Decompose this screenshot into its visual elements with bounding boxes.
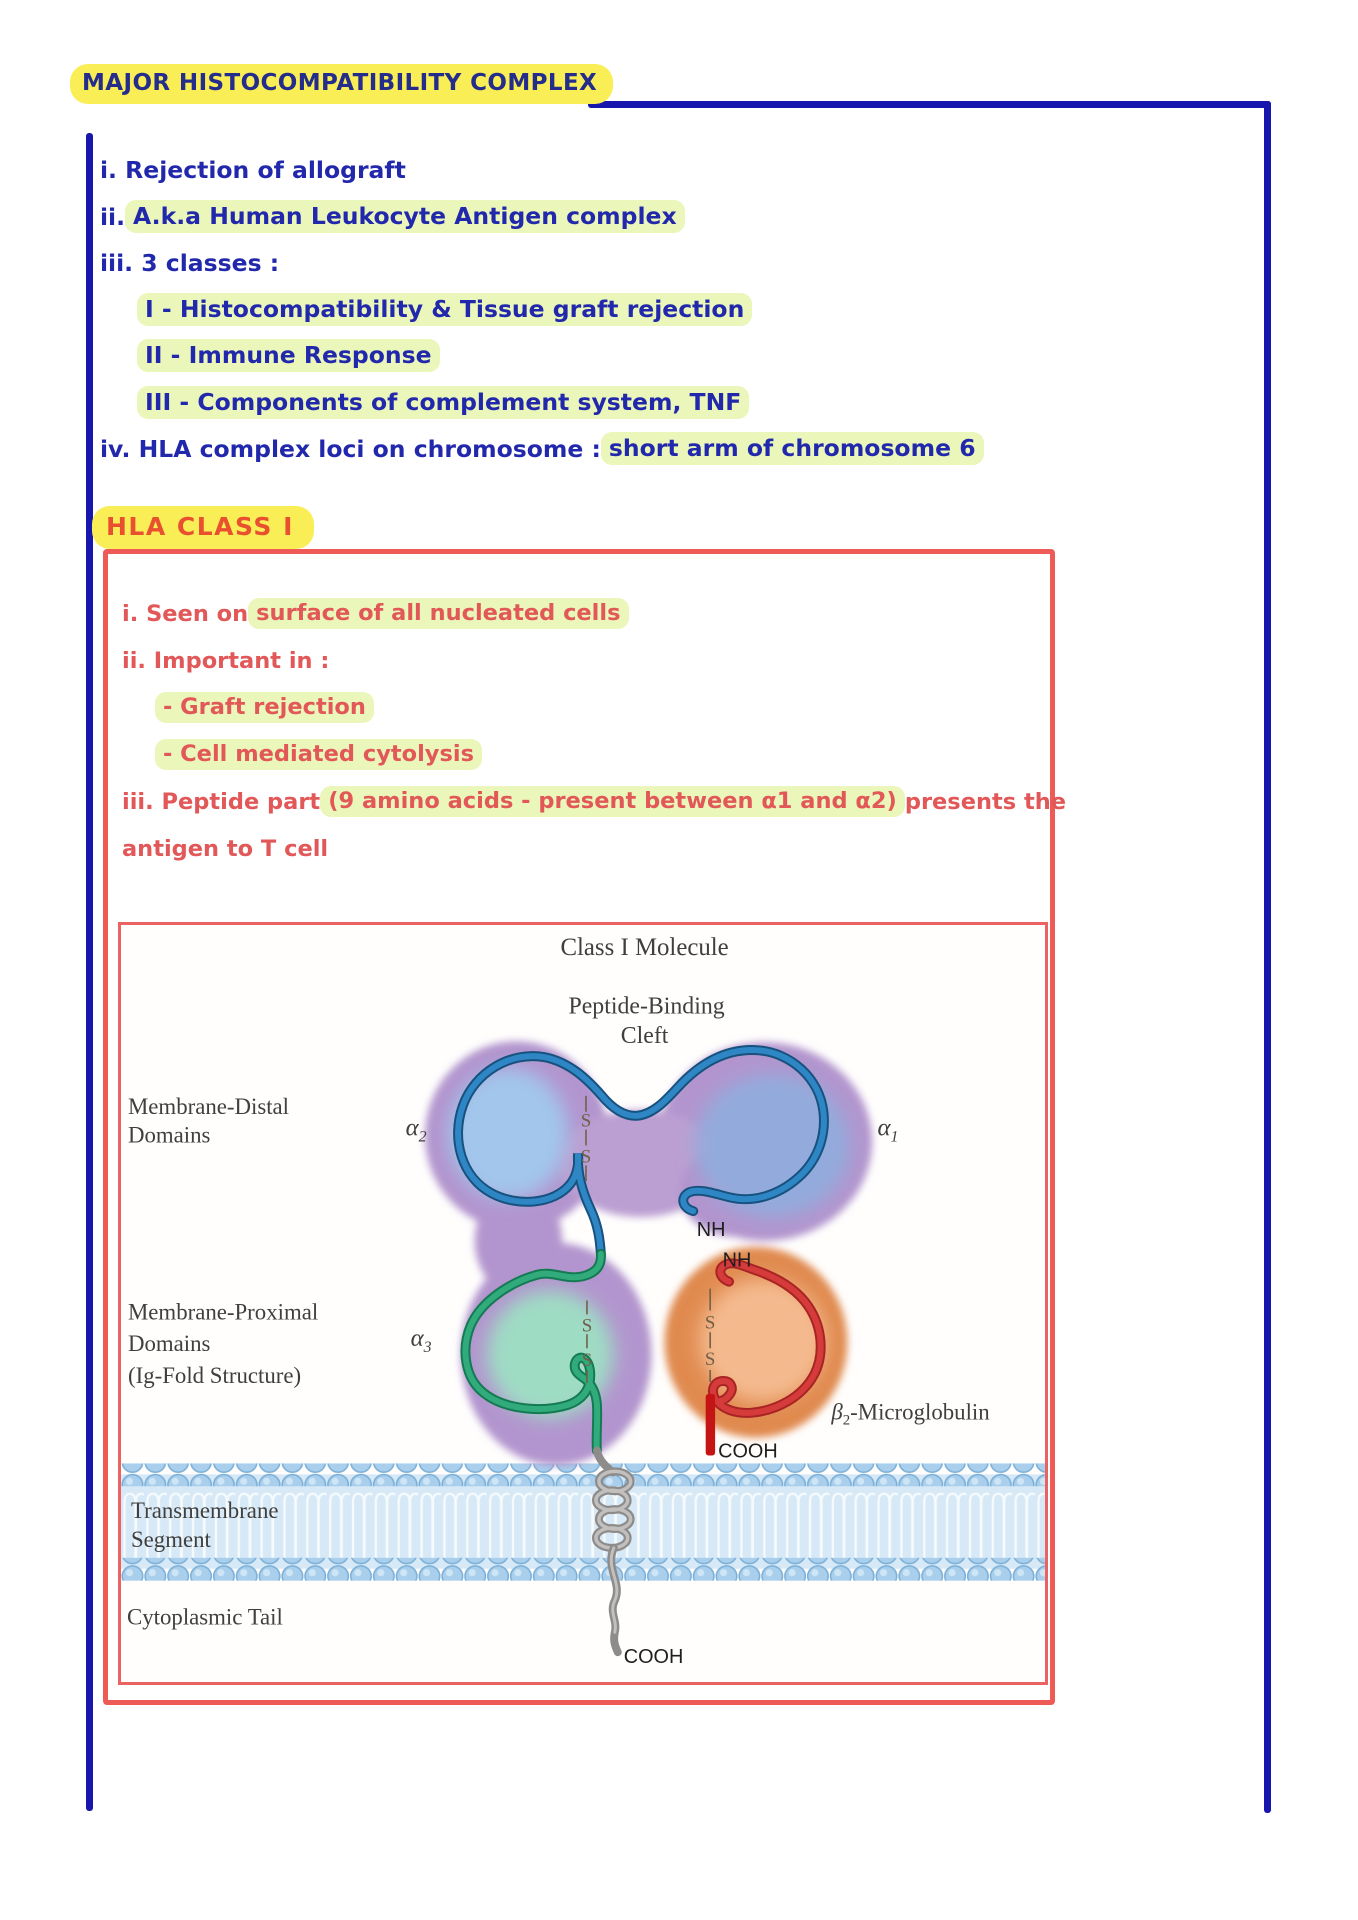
beta2m-cooh-tail (706, 1394, 715, 1456)
note-important-in: ii. Important in : (122, 647, 330, 674)
peptide-binding-label: Peptide-Binding (568, 993, 725, 1020)
note-peptide-part: iii. Peptide part (9 amino acids - present between α1 and α2) presents the (122, 778, 1066, 825)
membrane-proximal-label-line1: Membrane-Proximal (128, 1299, 319, 1325)
diagram-title: Class I Molecule (560, 933, 729, 961)
cooh-label-beta2m: COOH (718, 1440, 778, 1463)
highlighted-text: II - Immune Response (137, 339, 440, 372)
highlighted-text: A.k.a Human Leukocyte Antigen complex (125, 200, 685, 233)
frame-left-border (86, 133, 93, 1811)
alpha1-label: $\alpha_1$ (877, 1114, 899, 1146)
note-class1 (137, 286, 984, 332)
lipid-heads-top (121, 1463, 1045, 1486)
class1-molecule-diagram (118, 922, 1048, 1685)
cleft-label: Cleft (620, 1023, 669, 1050)
nh-label-alpha-chain: NH (696, 1218, 726, 1241)
note-chromosome-loci: iv. HLA complex loci on chromosome : short arm of chromosome 6 (100, 425, 984, 471)
hla-class1-heading (92, 512, 314, 541)
membrane-distal-label-line2: Domains (128, 1122, 211, 1148)
note-aka-hla: ii. A.k.a Human Leukocyte Antigen complex (100, 193, 984, 239)
page-title (70, 70, 613, 96)
membrane-proximal-label-line2: Domains (128, 1331, 211, 1357)
lipid-heads-bottom (121, 1558, 1045, 1581)
s-label: S (704, 1349, 716, 1371)
alpha3-label: $\alpha_3$ (410, 1325, 432, 1357)
s-label: S (581, 1350, 593, 1372)
beta2-microglobulin-label: $\beta_2$-Microglobulin (831, 1399, 990, 1429)
mhc-notes-list (100, 147, 984, 472)
transmembrane-label-line1: Transmembrane (130, 1498, 279, 1524)
note-antigen-tcell: antigen to T cell (122, 835, 329, 862)
frame-top-border (588, 101, 1271, 108)
note-graft-rejection (155, 684, 1066, 731)
hla-class1-heading-text: HLA CLASS I (92, 506, 314, 549)
s-label: S (581, 1315, 593, 1337)
note-class2 (137, 333, 984, 379)
membrane-proximal-label-line3: (Ig-Fold Structure) (128, 1362, 302, 1388)
frame-right-border (1264, 101, 1271, 1813)
note-cell-cytolysis (155, 731, 1066, 778)
highlighted-text: I - Histocompatibility & Tissue graft rejection (137, 293, 752, 326)
note-rejection-allograft: i. Rejection of allograft (100, 156, 406, 185)
note-nucleated-cells: i. Seen on surface of all nucleated cells (122, 590, 1066, 637)
note-three-classes: iii. 3 classes : (100, 248, 280, 277)
cytoplasmic-tail-label: Cytoplasmic Tail (127, 1604, 283, 1630)
transmembrane-label-line2: Segment (130, 1526, 211, 1552)
highlighted-text: surface of all nucleated cells (248, 598, 628, 629)
highlighted-text: - Graft rejection (155, 692, 374, 723)
highlighted-text: III - Components of complement system, TNF (137, 386, 749, 419)
page-title-text: MAJOR HISTOCOMPATIBILITY COMPLEX (70, 64, 613, 104)
highlighted-text: (9 amino acids - present between α1 and α2) (320, 786, 905, 817)
highlighted-text: - Cell mediated cytolysis (155, 739, 482, 770)
hla-class1-notes-list (122, 590, 1066, 872)
highlighted-text: short arm of chromosome 6 (601, 432, 984, 465)
note-class3 (137, 379, 984, 425)
s-label: S (580, 1146, 592, 1168)
alpha2-label: $\alpha_2$ (405, 1114, 427, 1146)
cooh-label-cytoplasmic: COOH (623, 1646, 684, 1669)
s-label: S (580, 1110, 592, 1132)
nh-label-beta2m: NH (722, 1249, 752, 1272)
membrane-distal-label-line1: Membrane-Distal (128, 1093, 290, 1119)
s-label: S (704, 1312, 716, 1334)
